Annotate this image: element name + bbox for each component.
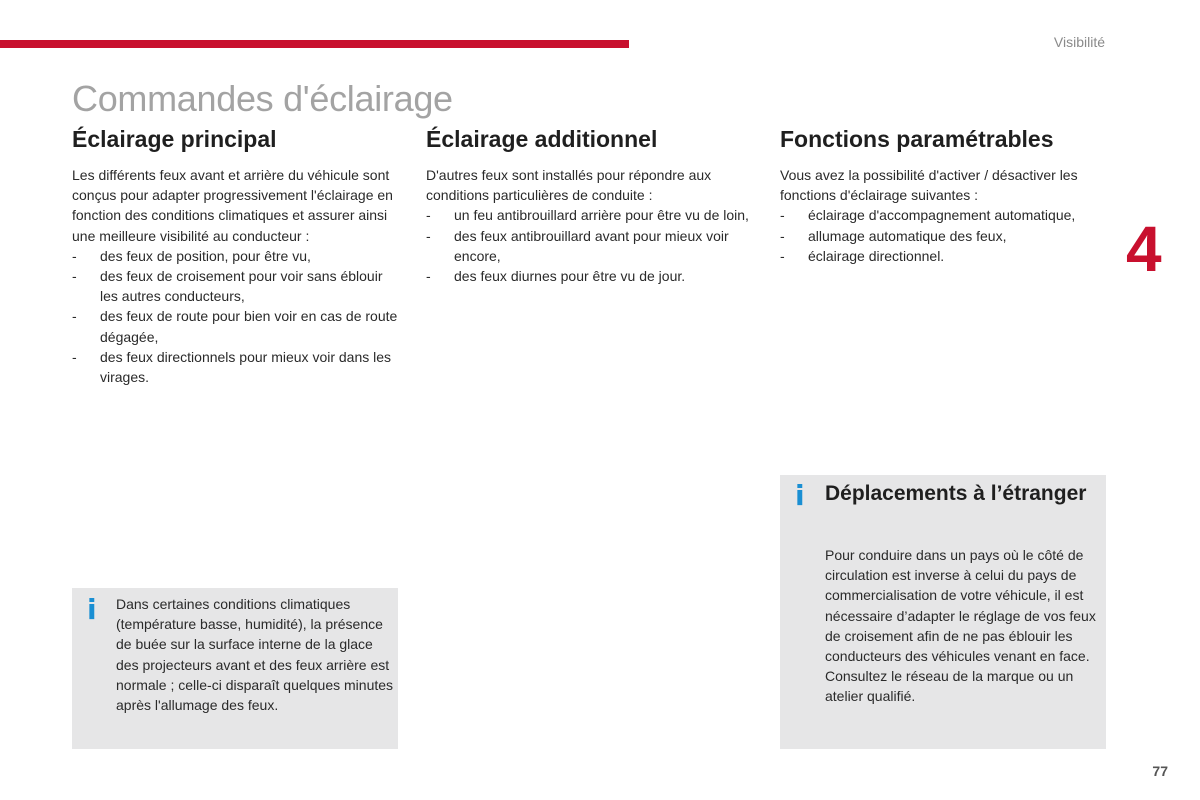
info-paragraph: Consultez le réseau de la marque ou un atelier qualifié.	[825, 668, 1074, 705]
column-intro: Les différents feux avant et arrière du véhicule sont conçus pour adapter progressivement l'éclairage en fonction des conditions climatiques et assurer ainsi une meilleure visibilité au conducteur :	[72, 167, 393, 244]
column-heading: Éclairage principal	[72, 126, 277, 152]
list-item: - un feu antibrouillard arrière pour être vu de loin,	[426, 205, 758, 225]
info-box-travel-abroad	[780, 475, 1106, 749]
list-item: - éclairage d'accompagnement automatique,	[780, 205, 1120, 225]
column-intro: Vous avez la possibilité d'activer / désactiver les fonctions d'éclairage suivantes :	[780, 167, 1078, 204]
info-heading: Déplacements à l’étranger	[825, 482, 1087, 505]
info-icon: i	[87, 593, 97, 626]
list-item: - des feux de route pour bien voir en cas de route dégagée,	[72, 306, 402, 346]
bullet-list	[780, 205, 1120, 266]
section-label: Visibilité	[1053, 34, 1105, 50]
info-icon: i	[795, 479, 805, 512]
column-main-lighting	[72, 126, 402, 387]
column-additional-lighting	[426, 126, 758, 286]
bullet-list	[72, 246, 402, 387]
list-item: - des feux diurnes pour être vu de jour.	[426, 266, 758, 286]
accent-bar	[0, 40, 629, 48]
list-item: - des feux de croisement pour voir sans éblouir les autres conducteurs,	[72, 266, 402, 306]
column-configurable-functions	[780, 126, 1120, 266]
bullet-list	[426, 205, 758, 286]
list-item: - des feux de position, pour être vu,	[72, 246, 402, 266]
page-number: 77	[1152, 763, 1168, 779]
info-text	[825, 545, 1101, 707]
column-heading: Éclairage additionnel	[426, 126, 658, 152]
list-item: - allumage automatique des feux,	[780, 226, 1120, 246]
info-text: Dans certaines conditions climatiques (température basse, humidité), la présence de buée sur la surface interne de la glace des projecteurs avant et des feux arrière est normale ; celle-ci disparaît quelques minutes après l'allumage des feux.	[116, 596, 394, 714]
page-title: Commandes d'éclairage	[72, 78, 453, 119]
column-intro: D'autres feux sont installés pour répondre aux conditions particulières de conduite :	[426, 167, 712, 204]
list-item: - des feux directionnels pour mieux voir dans les virages.	[72, 347, 402, 387]
list-item: - éclairage directionnel.	[780, 246, 1120, 266]
column-heading: Fonctions paramétrables	[780, 126, 1054, 152]
list-item: - des feux antibrouillard avant pour mieux voir encore,	[426, 226, 758, 266]
chapter-number: 4	[1126, 213, 1162, 285]
info-box-condensation	[72, 588, 398, 749]
info-paragraph: Pour conduire dans un pays où le côté de circulation est inverse à celui du pays de commercialisation de votre véhicule, il est nécessaire d’adapter le réglage de vos feux de croisement afin de ne pas éblouir les conducteurs des véhicules venant en face.	[825, 547, 1096, 665]
